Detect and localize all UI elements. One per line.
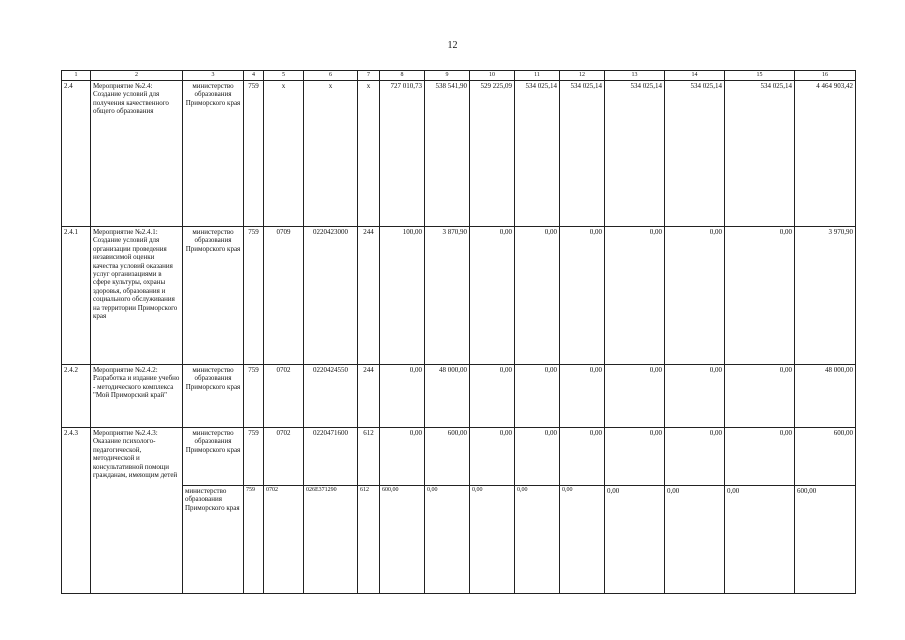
activity-name: Мероприятие №2.4.2: Разработка и издание учебно - методического комплекса "Мой Приморский край" [91, 365, 183, 428]
activity-name: Мероприятие №2.4.3: Оказание психолого-педагогической, методической и консультативной помощи гражданам, имеющим детей [91, 428, 183, 594]
row-number: 2.4.2 [62, 365, 91, 428]
executor: министерство образования Приморского края [183, 227, 244, 365]
value-cell: 0,00 [665, 428, 725, 486]
page-number: 12 [447, 40, 458, 51]
code-cell: 0702 [264, 486, 304, 594]
header-cell: 4 [244, 71, 264, 81]
value-cell: 0,00 [470, 428, 515, 486]
value-cell: 0,00 [515, 227, 560, 365]
header-cell: 5 [264, 71, 304, 81]
value-cell: 0,00 [725, 428, 795, 486]
value-cell: 534 025,14 [665, 81, 725, 227]
value-cell: 0,00 [605, 486, 665, 594]
value-cell: 0,00 [725, 227, 795, 365]
header-cell: 13 [605, 71, 665, 81]
header-cell: 15 [725, 71, 795, 81]
value-cell: 3 870,90 [425, 227, 470, 365]
value-cell: 0,00 [605, 227, 665, 365]
code-cell: 244 [358, 365, 380, 428]
value-cell: 100,00 [380, 227, 425, 365]
row-number: 2.4.3 [62, 428, 91, 594]
value-cell: 0,00 [665, 486, 725, 594]
code-cell: х [358, 81, 380, 227]
table-row [62, 365, 856, 428]
activity-name: Мероприятие №2.4: Создание условий для получения качественного общего образования [91, 81, 183, 227]
code-cell: 0702 [264, 365, 304, 428]
value-cell: 538 541,90 [425, 81, 470, 227]
table-row [62, 81, 856, 227]
code-cell: х [264, 81, 304, 227]
value-cell: 529 225,09 [470, 81, 515, 227]
header-row [62, 71, 856, 81]
value-cell: 534 025,14 [515, 81, 560, 227]
value-cell: 600,00 [380, 486, 425, 594]
value-cell: 0,00 [515, 486, 560, 594]
header-cell: 6 [304, 71, 358, 81]
code-cell: 0220424550 [304, 365, 358, 428]
header-cell: 14 [665, 71, 725, 81]
value-cell: 4 464 903,42 [795, 81, 856, 227]
value-cell: 0,00 [665, 227, 725, 365]
code-cell: 759 [244, 365, 264, 428]
code-cell: 0220423000 [304, 227, 358, 365]
code-cell: 759 [244, 81, 264, 227]
table-row [62, 227, 856, 365]
value-cell: 48 000,00 [795, 365, 856, 428]
code-cell: 612 [358, 486, 380, 594]
code-cell: 759 [244, 227, 264, 365]
header-cell: 16 [795, 71, 856, 81]
code-cell: 0702 [264, 428, 304, 486]
value-cell: 534 025,14 [605, 81, 665, 227]
value-cell: 534 025,14 [560, 81, 605, 227]
value-cell: 0,00 [380, 365, 425, 428]
activity-name: Мероприятие №2.4.1: Создание условий для организации проведения независимой оценки качества условий оказания услуг организациями в сфере культуры, охраны здоровья, образования и социального обслуживания на территории Приморского края [91, 227, 183, 365]
code-cell: 759 [244, 428, 264, 486]
row-number: 2.4 [62, 81, 91, 227]
value-cell: 0,00 [725, 486, 795, 594]
value-cell: 3 970,90 [795, 227, 856, 365]
value-cell: 48 000,00 [425, 365, 470, 428]
code-cell: 759 [244, 486, 264, 594]
header-cell: 10 [470, 71, 515, 81]
header-cell: 2 [91, 71, 183, 81]
row-number: 2.4.1 [62, 227, 91, 365]
value-cell: 600,00 [795, 428, 856, 486]
value-cell: 0,00 [425, 486, 470, 594]
header-cell: 11 [515, 71, 560, 81]
header-cell: 3 [183, 71, 244, 81]
executor: министерство образования Приморского края [183, 486, 244, 594]
value-cell: 0,00 [560, 365, 605, 428]
code-cell: 0220471600 [304, 428, 358, 486]
value-cell: 0,00 [380, 428, 425, 486]
executor: министерство образования Приморского края [183, 428, 244, 486]
executor: министерство образования Приморского края [183, 365, 244, 428]
value-cell: 0,00 [560, 486, 605, 594]
value-cell: 534 025,14 [725, 81, 795, 227]
value-cell: 0,00 [470, 486, 515, 594]
value-cell: 0,00 [605, 365, 665, 428]
header-cell: 9 [425, 71, 470, 81]
value-cell: 0,00 [515, 428, 560, 486]
value-cell: 0,00 [665, 365, 725, 428]
executor: министерство образования Приморского края [183, 81, 244, 227]
header-cell: 7 [358, 71, 380, 81]
value-cell: 600,00 [795, 486, 856, 594]
code-cell: 0709 [264, 227, 304, 365]
header-cell: 12 [560, 71, 605, 81]
value-cell: 0,00 [470, 227, 515, 365]
value-cell: 0,00 [515, 365, 560, 428]
code-cell: 244 [358, 227, 380, 365]
table-row [62, 428, 856, 486]
value-cell: 600,00 [425, 428, 470, 486]
header-cell: 1 [62, 71, 91, 81]
budget-table [61, 70, 856, 594]
value-cell: 0,00 [725, 365, 795, 428]
value-cell: 0,00 [605, 428, 665, 486]
code-cell: 612 [358, 428, 380, 486]
header-cell: 8 [380, 71, 425, 81]
code-cell: 026Е371290 [304, 486, 358, 594]
value-cell: 0,00 [560, 428, 605, 486]
value-cell: 727 010,73 [380, 81, 425, 227]
value-cell: 0,00 [560, 227, 605, 365]
value-cell: 0,00 [470, 365, 515, 428]
code-cell: х [304, 81, 358, 227]
